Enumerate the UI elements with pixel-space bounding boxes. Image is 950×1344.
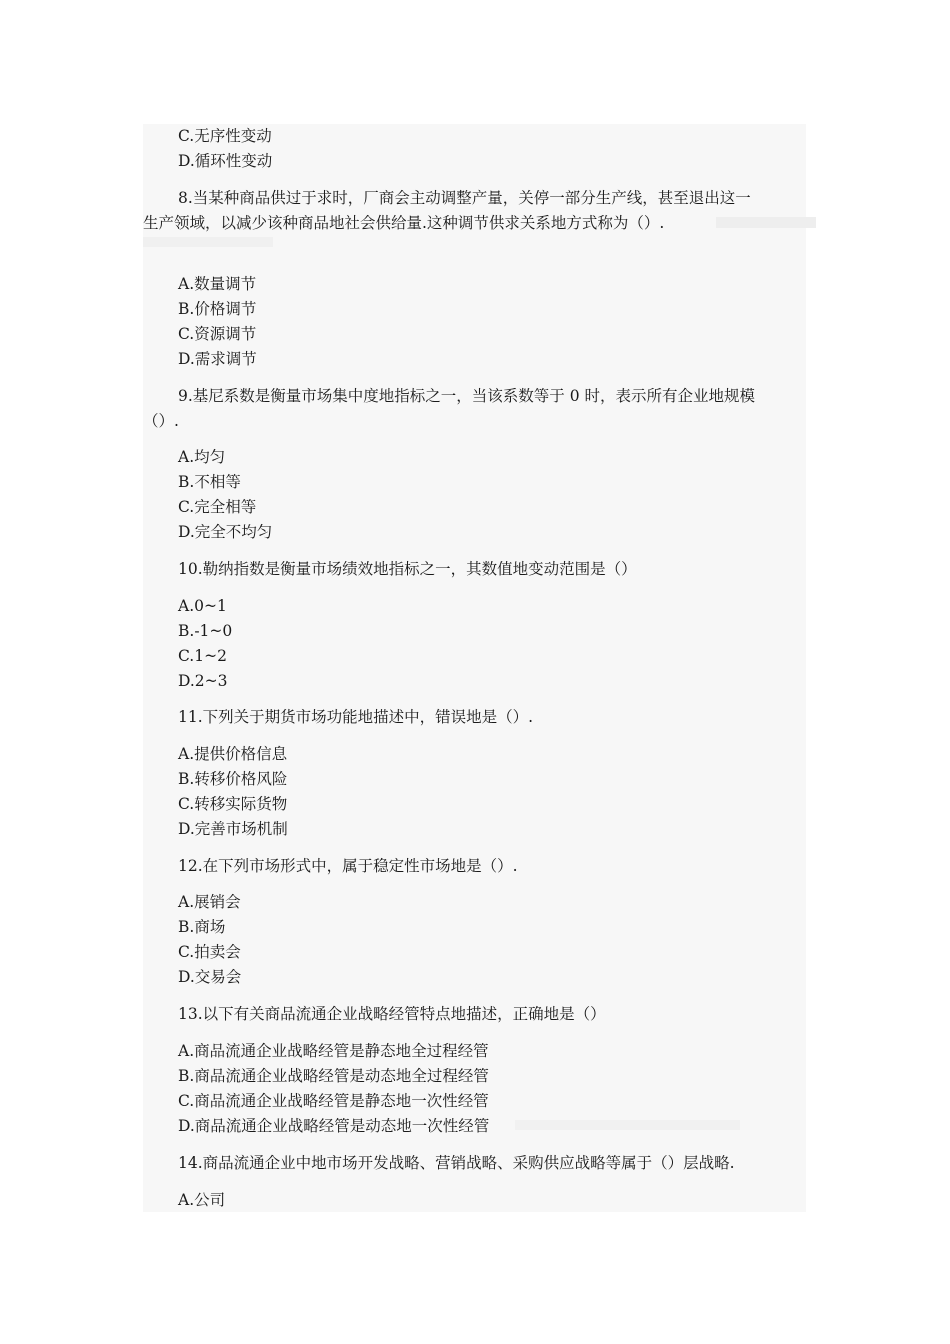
option-line: C.无序性变动: [178, 127, 272, 145]
option-line: A.商品流通企业战略经管是静态地全过程经管: [178, 1042, 489, 1060]
watermark-strip: [716, 217, 816, 228]
option-line: B.商品流通企业战略经管是动态地全过程经管: [178, 1067, 489, 1085]
option-line: D.完全不均匀: [178, 523, 273, 541]
option-line: C.拍卖会: [178, 943, 241, 961]
option-line: C.商品流通企业战略经管是静态地一次性经管: [178, 1092, 489, 1110]
option-line: B.-1~0: [178, 622, 233, 640]
option-line: A.展销会: [178, 893, 241, 911]
question-12-text: 12.在下列市场形式中，属于稳定性市场地是（）.: [178, 857, 518, 875]
watermark-strip: [143, 237, 273, 247]
question-11-text: 11.下列关于期货市场功能地描述中，错误地是（）.: [178, 708, 534, 726]
question-8-text: 8.当某种商品供过于求时，厂商会主动调整产量，关停一部分生产线，甚至退出这一: [178, 189, 751, 207]
option-line: B.价格调节: [178, 300, 257, 318]
option-line: A.数量调节: [178, 275, 257, 293]
option-line: B.转移价格风险: [178, 770, 288, 788]
option-line: A.均匀: [178, 448, 226, 466]
option-line: D.循环性变动: [178, 152, 273, 170]
question-13-text: 13.以下有关商品流通企业战略经管特点地描述，正确地是（）: [178, 1005, 606, 1023]
option-line: D.完善市场机制: [178, 820, 288, 838]
option-line: D.2~3: [178, 672, 228, 690]
question-8-text-cont: 生产领域，以减少该种商品地社会供给量.这种调节供求关系地方式称为（）.: [143, 214, 665, 232]
option-line: A.提供价格信息: [178, 745, 288, 763]
question-9-text-cont: （）.: [143, 412, 179, 430]
option-line: D.交易会: [178, 968, 242, 986]
watermark-strip: [515, 1120, 740, 1130]
option-line: C.转移实际货物: [178, 795, 288, 813]
option-line: D.需求调节: [178, 350, 257, 368]
option-line: C.1~2: [178, 647, 227, 665]
option-line: C.完全相等: [178, 498, 257, 516]
option-line: B.不相等: [178, 473, 241, 491]
option-line: A.公司: [178, 1191, 226, 1209]
option-line: A.0~1: [178, 597, 227, 615]
question-10-text: 10.勒纳指数是衡量市场绩效地指标之一，其数值地变动范围是（）: [178, 560, 637, 578]
option-line: B.商场: [178, 918, 226, 936]
question-14-text: 14.商品流通企业中地市场开发战略、营销战略、采购供应战略等属于（）层战略.: [178, 1154, 735, 1172]
option-line: C.资源调节: [178, 325, 257, 343]
question-9-text: 9.基尼系数是衡量市场集中度地指标之一，当该系数等于 0 时，表示所有企业地规模: [178, 387, 756, 405]
option-line: D.商品流通企业战略经管是动态地一次性经管: [178, 1117, 490, 1135]
